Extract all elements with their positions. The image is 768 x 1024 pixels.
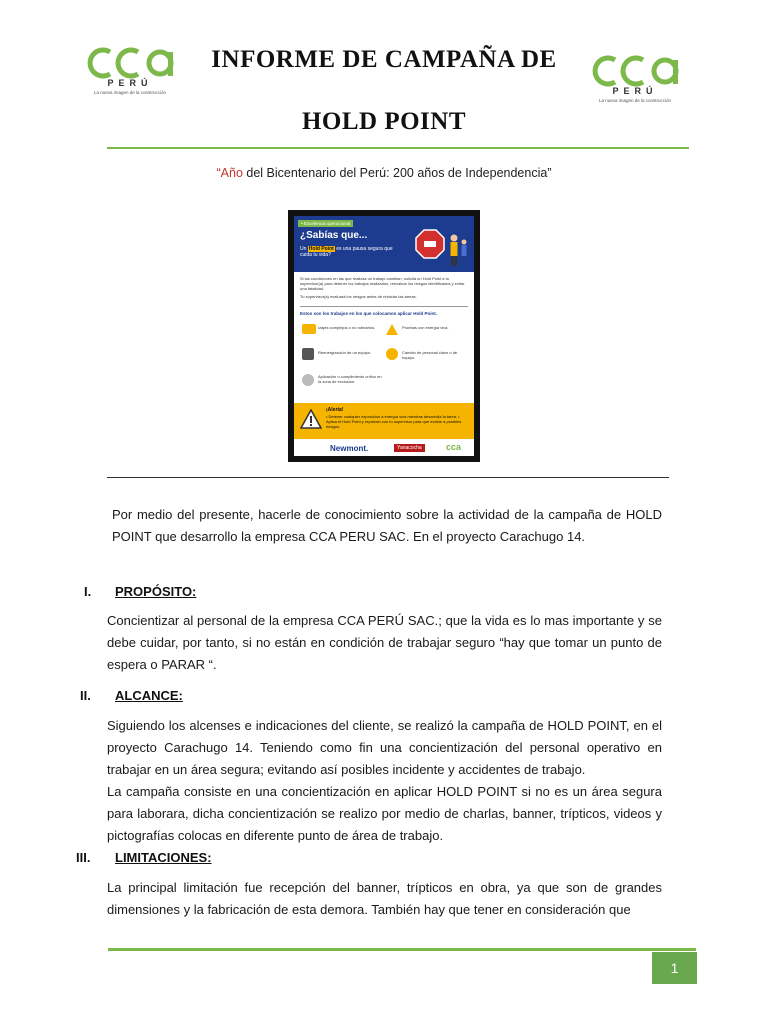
poster-divider-rule: [107, 477, 669, 478]
poster-alert-body: • Detener cualquier exposición a energía viva mientras desarrolla la tarea. • Aplica el Hold Point y repórtalo con tu supervisor para que evalúe a posibles riesgos.: [326, 414, 462, 429]
brand-yanacocha: Yanacocha: [394, 444, 425, 452]
document-title-line2: HOLD POINT: [301, 108, 467, 135]
logo-tagline: La nueva imagen de la construcción: [93, 90, 167, 95]
page-number: 1: [652, 952, 697, 984]
logo-tagline: La nueva imagen de la construcción: [598, 98, 672, 103]
section-title-alcance: ALCANCE:: [115, 688, 183, 703]
stop-sign-icon: [410, 224, 470, 270]
poster-sub-highlight: Hold Point: [308, 246, 334, 252]
poster-item: Reenergización de un equipo.: [318, 350, 372, 355]
section-number: II.: [80, 688, 91, 703]
brand-cca: cca: [446, 442, 462, 452]
section-paragraph: La campaña consiste en una concientización en aplicar HOLD POINT si no es un área segura para laborara, dicha concientización se realizo por medio de charlas, banner, trípticos, videos y pictografías colocas en diferente punto de área de trabajo.: [107, 784, 662, 843]
alert-icon: [300, 409, 322, 429]
section-title-proposito: PROPÓSITO:: [115, 584, 197, 599]
section-paragraph: La principal limitación fue recepción del banner, trípticos en obra, ya que son de grandes dimensiones y la fabricación de esta demora. También hay que tener en consideración que: [107, 880, 662, 917]
poster-item: Cambio de personal clave o de equipo.: [402, 350, 458, 360]
poster-sub-1: Un: [300, 246, 307, 252]
footer-divider: [108, 948, 696, 951]
motto-open-quote: “: [216, 166, 221, 180]
poster-subline: [300, 246, 400, 258]
poster-divider: [300, 306, 468, 307]
poster-list-title: Estos son los trabajos en los que colocamos aplicar Hold Point.: [300, 311, 438, 316]
section-number: I.: [84, 584, 92, 599]
section-paragraph: Siguiendo los alcenses e indicaciones del cliente, se realizó la campaña de HOLD POINT, en el proyecto Carachugo 14. Teniendo como fin una concientización del personal operativo en trabajar en un área segura; evitando así posibles incidente y accidentes de trabajo.: [107, 718, 662, 777]
crane-icon: [302, 324, 316, 334]
logo-country: PERÚ: [612, 86, 658, 96]
section-title-limitaciones: LIMITACIONES:: [115, 850, 212, 865]
poster-sub-2: es una pausa segura que cuida tu vida?: [300, 246, 393, 258]
poster-body-2: Tu supervisor(a) evaluará los riesgos antes de reiniciar las tareas.: [300, 294, 417, 299]
gauge-icon: [302, 374, 314, 386]
poster-item: Izajes complejos o no rutinarios.: [318, 325, 376, 330]
equipment-icon: [302, 348, 314, 360]
poster-body-1: Si las condiciones en las que realizas un trabajo cambian, solicita un Hold Point a tu supervisor(a) para detener los trabajos realizados, reevaluar los riesgos identificados y evitar una fatalidad.: [300, 276, 465, 291]
poster-item: Aplicación o cumplimiento crítico en la zona de exclusión.: [318, 374, 382, 384]
motto-text: del Bicentenario del Perú: 200 años de Independencia”: [242, 166, 552, 180]
brand-newmont: Newmont.: [330, 444, 369, 453]
header-divider: [107, 147, 689, 149]
document-title-line1: INFORME DE CAMPAÑA DE: [211, 46, 557, 73]
section-number: III.: [76, 850, 91, 865]
poster-headline: ¿Sabías que...: [300, 230, 368, 241]
poster-item: Pruebas con energía viva.: [402, 325, 449, 330]
worker-icon: [386, 348, 398, 360]
motto-highlight: Año: [220, 166, 243, 180]
warning-icon: [386, 324, 398, 335]
poster-tag: • Excelencia operacional: [298, 220, 353, 227]
hold-point-poster: [288, 210, 480, 462]
poster-content: [294, 216, 474, 456]
intro-paragraph: Por medio del presente, hacerle de conocimiento sobre la actividad de la campaña de HOLD POINT que desarrollo la empresa CCA PERU SAC. En el proyecto Carachugo 14.: [112, 507, 662, 544]
motto: [0, 166, 768, 180]
logo-country: PERÚ: [107, 78, 153, 88]
poster-alert-title: ¡Alerta!: [326, 407, 344, 413]
section-paragraph: Concientizar al personal de la empresa CCA PERÚ SAC.; que la vida es lo mas importante y se debe cuidar, por tanto, si no están en condición de trabajar seguro “hay que tomar un punto de espera o PARAR “.: [107, 613, 662, 672]
